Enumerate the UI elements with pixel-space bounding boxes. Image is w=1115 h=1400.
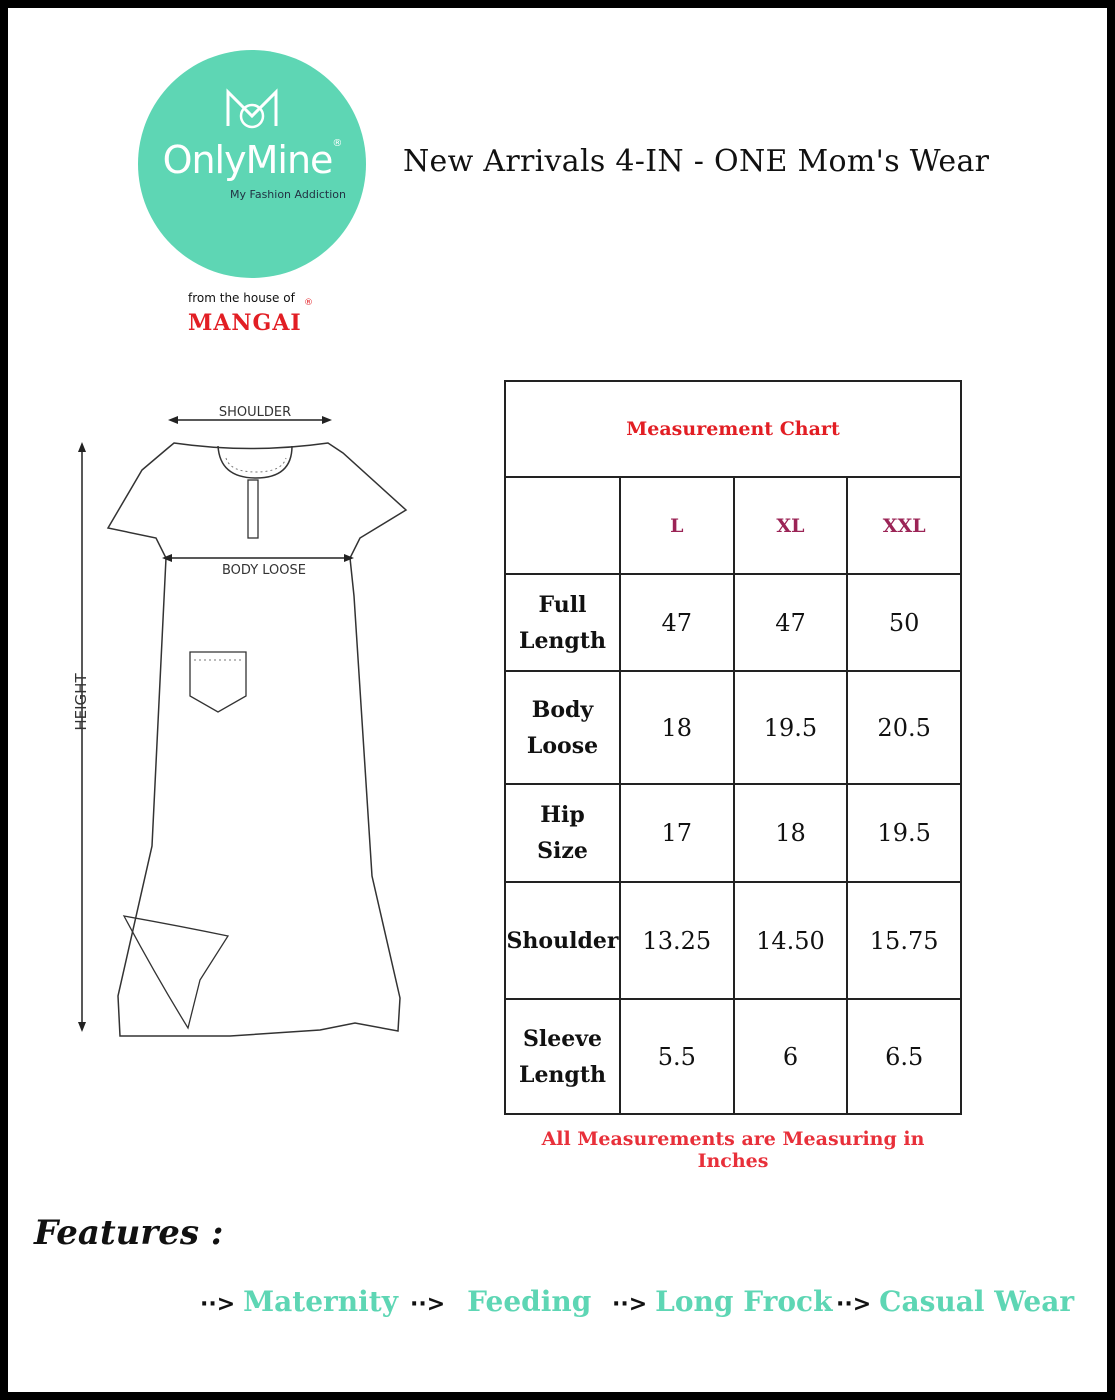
value-cell: 50 [847,574,961,671]
dotted-arrow-icon: ··> [836,1292,872,1317]
table-row [505,574,961,671]
feature-item-feeding: ··> Feeding [410,1285,592,1318]
chest-pocket [190,652,246,712]
value-cell: 6 [734,999,848,1114]
neckline-stitch [226,458,286,472]
neckline [218,446,292,478]
brand-tagline: My Fashion Addiction [230,188,346,201]
height-arrow-top [78,442,86,452]
value-cell: 14.50 [734,882,848,999]
mangai-logo: MANGAI [188,310,302,336]
feature-item-maternity: ··> Maternity [200,1285,398,1318]
value-cell: 18 [620,671,734,784]
value-cell: 13.25 [620,882,734,999]
front-placket [248,480,258,538]
size-l-header: L [620,477,734,574]
feature-item-casual-wear: ··> Casual Wear [836,1285,1075,1318]
row-label-shoulder: Shoulder [505,882,620,999]
onlymine-logo [138,50,366,278]
mangai-registered: ® [304,298,313,308]
house-line: from the house of [188,291,295,305]
body-loose-label: BODY LOOSE [221,563,307,578]
table-corner-cell [505,477,620,574]
body-loose-arrow-left [162,554,172,562]
page-headline: New Arrivals 4-IN - ONE Mom's Wear [403,144,990,179]
value-cell: 19.5 [734,671,848,784]
dotted-arrow-icon: ··> [612,1292,648,1317]
value-cell: 18 [734,784,848,882]
shoulder-label: SHOULDER [218,406,292,420]
table-row [505,671,961,784]
chart-title: Measurement Chart [505,381,961,477]
side-flap [124,916,228,1028]
table-row [505,784,961,882]
brand-name: OnlyMine® [162,138,342,182]
measurement-table [504,380,962,1115]
dotted-arrow-icon: ··> [200,1292,236,1317]
row-label-sleeve-length: Sleeve Length [505,999,620,1114]
shoulder-arrow-left [168,416,178,424]
height-label: HEIGHT [72,673,90,731]
row-label-hip-size: Hip Size [505,784,620,882]
feature-item-long-frock: ··> Long Frock [612,1285,833,1318]
table-row [505,882,961,999]
dress-diagram [60,406,460,1046]
size-xxl-header: XXL [847,477,961,574]
om-monogram-icon [222,86,282,130]
row-label-body-loose: Body Loose [505,671,620,784]
value-cell: 47 [734,574,848,671]
value-cell: 47 [620,574,734,671]
row-label-full-length: Full Length [505,574,620,671]
value-cell: 6.5 [847,999,961,1114]
value-cell: 15.75 [847,882,961,999]
value-cell: 17 [620,784,734,882]
value-cell: 20.5 [847,671,961,784]
value-cell: 19.5 [847,784,961,882]
measurement-note: All Measurements are Measuring in Inches [541,1128,925,1172]
page-sheet [8,8,1107,1392]
body-loose-arrow-right [344,554,354,562]
shoulder-arrow-right [322,416,332,424]
dotted-arrow-icon: ··> [410,1292,446,1317]
table-row [505,999,961,1114]
value-cell: 5.5 [620,999,734,1114]
dress-outline [108,443,406,1036]
height-arrow-bottom [78,1022,86,1032]
features-heading: Features : [34,1213,224,1253]
size-xl-header: XL [734,477,848,574]
